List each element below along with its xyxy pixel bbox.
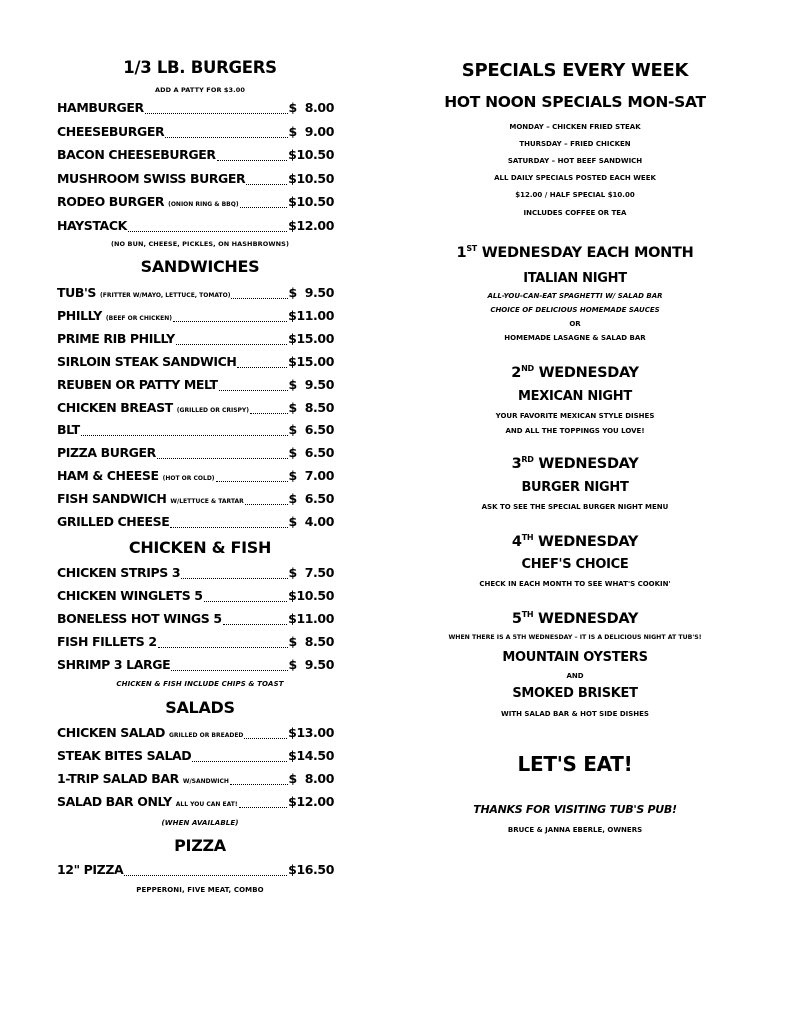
- menu-item-row: [57, 611, 334, 629]
- w1-line: CHOICE OF DELICIOUS HOMEMADE SAUCES: [490, 306, 660, 314]
- menu-item-description: GRILLED OR BREADED: [169, 732, 244, 739]
- menu-item-price: $10.50: [288, 194, 334, 209]
- menu-item-price: $ 6.50: [288, 422, 334, 438]
- menu-item-name: SHRIMP 3 LARGE: [57, 657, 171, 672]
- menu-item-row: [57, 285, 334, 303]
- menu-item-description: W/SANDWICH: [182, 778, 229, 786]
- dot-leader: [124, 874, 287, 876]
- w2-heading: [400, 364, 750, 381]
- w4-heading: [400, 533, 750, 550]
- w2-subtitle: MEXICAN NIGHT: [518, 389, 632, 404]
- specials-title: SPECIALS EVERY WEEK: [461, 60, 689, 81]
- dot-leader: [165, 136, 287, 138]
- menu-item-name: TUB'S: [57, 285, 97, 300]
- dot-leader: [239, 806, 288, 808]
- hot-noon-line: INCLUDES COFFEE OR TEA: [523, 209, 627, 217]
- lets-eat-heading: LET'S EAT!: [517, 752, 633, 776]
- menu-item-row: [57, 748, 334, 766]
- right-column: [400, 0, 793, 1024]
- menu-item-row: [57, 377, 334, 395]
- w3-line: ASK TO SEE THE SPECIAL BURGER NIGHT MENU: [481, 503, 669, 511]
- menu-item-price: $ 6.50: [288, 491, 334, 507]
- menu-item-row: [57, 491, 334, 509]
- dot-leader: [204, 600, 288, 602]
- dot-leader: [145, 112, 288, 114]
- menu-item-name: HAM & CHEESE: [57, 468, 159, 484]
- w1-title: WEDNESDAY EACH MONTH: [481, 244, 694, 261]
- menu-item-name: HAMBURGER: [57, 100, 144, 115]
- w5-suffix: TH: [521, 610, 534, 619]
- dot-leader: [237, 366, 287, 368]
- w1-line: HOMEMADE LASAGNE & SALAD BAR: [504, 334, 646, 342]
- menu-item-row: [57, 771, 334, 789]
- hot-noon-line: $12.00 / HALF SPECIAL $10.00: [515, 191, 635, 199]
- menu-item-row: [57, 657, 334, 675]
- menu-item-price: $ 8.00: [288, 100, 334, 115]
- menu-item-price: $ 4.00: [288, 514, 334, 529]
- menu-item-description: (HOT OR COLD): [162, 475, 215, 483]
- burgers-footnote: (NO BUN, CHEESE, PICKLES, ON HASHBROWNS): [110, 240, 290, 248]
- w2-line: AND ALL THE TOPPINGS YOU LOVE!: [505, 427, 645, 435]
- menu-item-row: [57, 565, 334, 583]
- hot-noon-line: ALL DAILY SPECIALS POSTED EACH WEEK: [494, 174, 656, 182]
- dot-leader: [244, 737, 287, 739]
- menu-item-price: $16.50: [288, 862, 334, 877]
- menu-item-name: PHILLY: [57, 307, 102, 323]
- hot-noon-line: SATURDAY – HOT BEEF SANDWICH: [507, 157, 643, 165]
- salads-footnote: (WHEN AVAILABLE): [161, 819, 239, 827]
- w4-line: CHECK IN EACH MONTH TO SEE WHAT'S COOKIN': [479, 580, 671, 588]
- w1-subtitle: ITALIAN NIGHT: [523, 271, 627, 286]
- menu-item-price: $15.00: [288, 353, 334, 369]
- menu-item-description: (ONION RING & BBQ): [168, 201, 239, 208]
- menu-item-name: FISH SANDWICH: [57, 491, 167, 507]
- dot-leader: [158, 646, 288, 648]
- dot-leader: [171, 669, 287, 671]
- w5-subtitle: MOUNTAIN OYSTERS: [502, 650, 648, 665]
- dot-leader: [192, 760, 287, 762]
- dot-leader: [181, 577, 287, 579]
- menu-item-row: [57, 400, 334, 418]
- dot-leader: [219, 389, 288, 391]
- menu-item-row: [57, 218, 334, 236]
- menu-item-row: [57, 147, 334, 165]
- w2-line: YOUR FAVORITE MEXICAN STYLE DISHES: [495, 412, 655, 420]
- burgers-note: ADD A PATTY FOR $3.00: [155, 86, 245, 94]
- dot-leader: [246, 183, 287, 185]
- dot-leader: [216, 480, 288, 482]
- w1-suffix: ST: [466, 244, 477, 253]
- menu-item-price: $ 9.50: [288, 376, 334, 392]
- hot-noon-line: THURSDAY – FRIED CHICKEN: [519, 140, 631, 148]
- menu-item-name: BACON CHEESEBURGER: [57, 147, 216, 162]
- menu-item-price: $14.50: [288, 748, 334, 764]
- dot-leader: [81, 434, 288, 436]
- w5-line: WHEN THERE IS A 5TH WEDNESDAY – IT IS A DELICIOUS NIGHT AT TUB'S!: [448, 634, 702, 641]
- menu-item-name: CHICKEN BREAST: [57, 399, 173, 415]
- w3-subtitle: BURGER NIGHT: [521, 480, 629, 495]
- menu-item-row: [57, 171, 334, 189]
- menu-item-name: BLT: [57, 422, 80, 438]
- menu-item-price: $15.00: [288, 330, 334, 346]
- menu-item-name: REUBEN OR PATTY MELT: [57, 376, 218, 392]
- w5-and: AND: [566, 672, 584, 680]
- menu-item-row: [57, 862, 334, 880]
- chicken-fish-footnote: CHICKEN & FISH INCLUDE CHIPS & TOAST: [116, 680, 284, 688]
- sandwiches-title: SANDWICHES: [140, 257, 260, 276]
- menu-item-row: [57, 354, 334, 372]
- menu-item-name: CHICKEN STRIPS 3: [57, 565, 181, 580]
- menu-item-name: SIRLOIN STEAK SANDWICH: [57, 353, 237, 369]
- menu-item-row: [57, 194, 334, 212]
- w5-heading: [400, 610, 750, 627]
- w3-suffix: RD: [521, 455, 534, 464]
- w1-line: ALL-YOU-CAN-EAT SPAGHETTI W/ SALAD BAR: [487, 292, 663, 300]
- dot-leader: [223, 623, 288, 625]
- menu-item-name: FISH FILLETS 2: [57, 634, 157, 649]
- dot-leader: [230, 783, 288, 785]
- dot-leader: [245, 503, 288, 505]
- menu-item-price: $11.00: [288, 611, 334, 626]
- dot-leader: [173, 320, 287, 322]
- menu-item-name: 1-TRIP SALAD BAR: [57, 771, 179, 787]
- menu-item-row: [57, 100, 334, 118]
- w5-subtitle: SMOKED BRISKET: [512, 686, 638, 701]
- menu-item-row: [57, 331, 334, 349]
- menu-item-description: (GRILLED OR CRISPY): [176, 406, 250, 414]
- menu-item-name: 12" PIZZA: [57, 862, 124, 877]
- menu-item-row: [57, 725, 334, 743]
- menu-item-price: $12.00: [288, 217, 334, 233]
- menu-item-row: [57, 634, 334, 652]
- menu-item-description: ALL YOU CAN EAT!: [175, 801, 238, 809]
- w5-number: 5: [511, 610, 522, 627]
- dot-leader: [231, 297, 287, 299]
- w5-line: WITH SALAD BAR & HOT SIDE DISHES: [501, 710, 649, 718]
- w2-number: 2: [511, 364, 522, 381]
- w1-number: 1: [456, 244, 467, 261]
- w3-heading: [400, 455, 750, 472]
- menu-item-name: RODEO BURGER: [57, 194, 165, 209]
- menu-item-row: [57, 514, 334, 532]
- menu-item-row: [57, 445, 334, 463]
- dot-leader: [217, 159, 288, 161]
- w4-title: WEDNESDAY: [538, 533, 639, 550]
- menu-item-price: $ 8.00: [288, 771, 334, 787]
- burgers-title: 1/3 LB. BURGERS: [123, 58, 277, 77]
- menu-item-price: $11.00: [288, 307, 334, 323]
- w5-title: WEDNESDAY: [538, 610, 639, 627]
- menu-item-name: STEAK BITES SALAD: [57, 748, 192, 764]
- menu-item-name: BONELESS HOT WINGS 5: [57, 611, 222, 626]
- menu-item-price: $13.00: [288, 725, 334, 740]
- w4-subtitle: CHEF'S CHOICE: [521, 557, 629, 572]
- menu-item-price: $ 8.50: [288, 634, 334, 649]
- chicken-fish-title: CHICKEN & FISH: [128, 538, 272, 557]
- menu-item-row: [57, 588, 334, 606]
- menu-item-price: $ 9.50: [288, 285, 334, 300]
- dot-leader: [250, 412, 288, 414]
- menu-item-price: $ 8.50: [288, 399, 334, 415]
- hot-noon-line: MONDAY – CHICKEN FRIED STEAK: [509, 123, 641, 131]
- dot-leader: [170, 526, 287, 528]
- salads-title: SALADS: [165, 698, 235, 717]
- owners-line: BRUCE & JANNA EBERLE, OWNERS: [507, 826, 643, 834]
- menu-item-description: (FRITTER W/MAYO, LETTUCE, TOMATO): [100, 292, 231, 299]
- hot-noon-title: HOT NOON SPECIALS MON-SAT: [444, 93, 706, 111]
- menu-item-price: $ 9.00: [288, 123, 334, 139]
- menu-item-name: PIZZA BURGER: [57, 445, 156, 461]
- menu-item-price: $ 6.50: [288, 445, 334, 461]
- menu-item-name: SALAD BAR ONLY: [57, 794, 172, 810]
- menu-item-row: [57, 124, 334, 142]
- w3-number: 3: [511, 455, 522, 472]
- menu-item-name: CHICKEN WINGLETS 5: [57, 588, 203, 603]
- menu-item-row: [57, 794, 334, 812]
- dot-leader: [240, 206, 288, 208]
- menu-item-price: $10.50: [288, 588, 334, 603]
- menu-item-name: CHICKEN SALAD: [57, 725, 165, 740]
- menu-item-name: HAYSTACK: [57, 217, 127, 233]
- thanks-line: THANKS FOR VISITING TUB'S PUB!: [473, 803, 677, 816]
- w3-title: WEDNESDAY: [538, 455, 639, 472]
- w1-line: OR: [569, 320, 581, 328]
- menu-item-row: [57, 468, 334, 486]
- menu-item-price: $ 9.50: [288, 657, 334, 672]
- menu-item-price: $10.50: [288, 147, 334, 162]
- menu-item-price: $ 7.00: [288, 468, 334, 484]
- menu-item-row: [57, 422, 334, 440]
- menu-item-name: CHEESEBURGER: [57, 123, 165, 139]
- menu-item-description: W/LETTUCE & TARTAR: [170, 498, 244, 506]
- menu-item-price: $12.00: [288, 794, 334, 810]
- w4-number: 4: [511, 533, 522, 550]
- menu-item-row: [57, 308, 334, 326]
- w4-suffix: TH: [521, 533, 534, 542]
- menu-item-name: PRIME RIB PHILLY: [57, 330, 175, 346]
- dot-leader: [128, 230, 287, 232]
- w1-heading: [400, 244, 750, 261]
- w2-suffix: ND: [521, 364, 534, 373]
- menu-item-name: GRILLED CHEESE: [57, 514, 170, 529]
- w2-title: WEDNESDAY: [538, 364, 639, 381]
- menu-item-price: $ 7.50: [288, 565, 334, 580]
- menu-item-price: $10.50: [288, 170, 334, 186]
- pizza-footnote: PEPPERONI, FIVE MEAT, COMBO: [136, 886, 264, 894]
- menu-item-description: (BEEF OR CHICKEN): [105, 314, 173, 322]
- dot-leader: [176, 343, 287, 345]
- dot-leader: [157, 457, 288, 459]
- pizza-title: PIZZA: [174, 836, 226, 855]
- menu-item-name: MUSHROOM SWISS BURGER: [57, 170, 246, 186]
